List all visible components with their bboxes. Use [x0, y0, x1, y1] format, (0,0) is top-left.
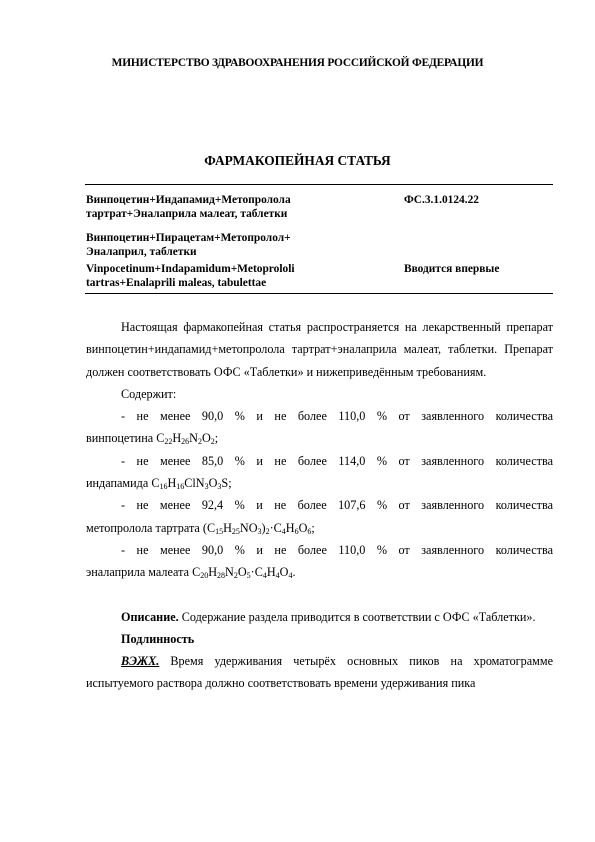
requirement-substance — [86, 561, 553, 583]
formula-element: H — [223, 520, 232, 535]
identity-heading: Подлинность — [121, 631, 195, 646]
formula-element: ·C — [269, 520, 282, 535]
formula-subscript: 6 — [294, 526, 299, 536]
formula-element: C — [151, 476, 160, 491]
formula-subscript: 22 — [164, 437, 173, 447]
formula-element: NO — [239, 520, 258, 535]
formula-element: H — [208, 565, 218, 580]
formula-element: (C — [202, 520, 216, 535]
document-title: ФАРМАКОПЕЙНАЯ СТАТЬЯ — [204, 153, 391, 168]
formula-punctuation: ; — [311, 520, 315, 535]
spacer — [86, 584, 553, 606]
requirement-line: - не менее 90,0 % и не более 110,0 % от заявленного количества — [121, 542, 553, 557]
contains-label: Содержит: — [121, 386, 177, 401]
substance-name: метопролола тартрата — [86, 520, 203, 535]
chemical-formula — [151, 476, 228, 490]
formula-subscript: 4 — [275, 571, 280, 581]
formula-element: O — [237, 565, 247, 580]
chemical-formula — [203, 521, 311, 535]
formula-subscript: 4 — [262, 571, 267, 581]
substance-name: винпоцетина — [86, 431, 157, 446]
formula-element: O — [208, 476, 218, 491]
substance-name: индапамида — [86, 476, 152, 491]
formula-subscript: 4 — [281, 526, 286, 536]
document-body — [86, 316, 553, 695]
alt-name-line: Винпоцетин+Пирацетам+Метопролол+ — [86, 232, 291, 244]
formula-element: ) — [261, 520, 266, 535]
header-rule-top — [85, 184, 553, 185]
header-rule-bottom — [85, 293, 553, 294]
formula-subscript: 6 — [307, 526, 312, 536]
formula-element: S — [221, 476, 229, 491]
latin-name-line: tartras+Enalaprili maleas, tabulettae — [86, 277, 267, 289]
formula-subscript: 3 — [217, 482, 222, 492]
formula-element: C — [156, 431, 165, 446]
chemical-formula — [192, 565, 292, 579]
formula-subscript: 3 — [257, 526, 262, 536]
formula-subscript: 2 — [197, 437, 202, 447]
status-label: Вводится впервые — [404, 263, 500, 275]
formula-element: C — [192, 565, 201, 580]
formula-element: ·C — [250, 565, 263, 580]
requirement-line: - не менее 85,0 % и не более 114,0 % от заявленного количества — [121, 453, 553, 468]
formula-element: O — [298, 520, 308, 535]
formula-subscript: 2 — [210, 437, 215, 447]
formula-element: O — [201, 431, 211, 446]
description-text: Содержание раздела приводится в соответствии с ОФС «Таблетки». — [178, 609, 536, 624]
formula-punctuation: ; — [228, 476, 232, 491]
formula-element: ClN — [184, 476, 205, 491]
requirement-substance — [86, 427, 553, 449]
latin-name-line: Vinpocetinum+Indapamidum+Metoprololi — [86, 263, 295, 275]
drug-name — [86, 193, 386, 221]
formula-element: N — [189, 431, 198, 446]
formula-subscript: 15 — [215, 526, 224, 536]
requirement-line: - не менее 90,0 % и не более 110,0 % от заявленного количества — [121, 409, 553, 424]
formula-subscript: 26 — [181, 437, 190, 447]
formula-element: H — [172, 431, 182, 446]
formula-element: H — [266, 565, 276, 580]
formula-subscript: 28 — [217, 571, 226, 581]
alt-drug-name — [86, 231, 386, 259]
content-requirements — [86, 405, 553, 583]
document-code: ФС.3.1.0124.22 — [404, 194, 479, 206]
formula-element: H — [167, 476, 177, 491]
drug-name-line: тартрат+Эналаприла малеат, таблетки — [86, 208, 288, 220]
formula-element: N — [225, 565, 234, 580]
hplc-text: Время удерживания четырёх основных пиков на хроматограмме испытуемого раствора должно соответствовать времени удерживания пика — [86, 654, 553, 691]
chemical-formula — [156, 431, 215, 445]
description-paragraph — [86, 606, 553, 628]
formula-subscript: 20 — [200, 571, 209, 581]
formula-subscript: 16 — [176, 482, 185, 492]
formula-subscript: 16 — [159, 482, 168, 492]
drug-name-line: Винпоцетин+Индапамид+Метопролола — [86, 194, 291, 206]
formula-subscript: 2 — [265, 526, 270, 536]
requirement-substance — [86, 472, 553, 494]
formula-punctuation: ; — [214, 431, 219, 446]
description-label: Описание. — [121, 609, 179, 624]
hplc-paragraph — [86, 650, 553, 695]
formula-element: H — [285, 520, 295, 535]
alt-name-line: Эналаприл, таблетки — [86, 246, 197, 258]
requirement-line: - не менее 92,4 % и не более 107,6 % от заявленного количества — [121, 498, 553, 513]
formula-element: O — [279, 565, 289, 580]
intro-paragraph: Настоящая фармакопейная статья распространяется на лекарственный препарат винпоцетин+индапамид+метопролола тартрат+эналаприла малеат, таблетки. Препарат должен соответствовать ОФС «Таблетки» и нижеприведённым требованиям. — [86, 320, 553, 379]
ministry-title: МИНИСТЕРСТВО ЗДРАВООХРАНЕНИЯ РОССИЙСКОЙ ФЕДЕРАЦИИ — [111, 57, 484, 69]
requirement-substance — [86, 517, 553, 539]
formula-subscript: 2 — [233, 571, 238, 581]
formula-subscript: 5 — [246, 571, 251, 581]
formula-punctuation: . — [292, 565, 296, 580]
substance-name: эналаприла малеата — [86, 565, 193, 580]
formula-subscript: 25 — [231, 526, 240, 536]
latin-drug-name — [86, 262, 386, 290]
formula-subscript: 3 — [204, 482, 209, 492]
hplc-label: ВЭЖХ. — [121, 654, 160, 669]
formula-subscript: 4 — [288, 571, 293, 581]
